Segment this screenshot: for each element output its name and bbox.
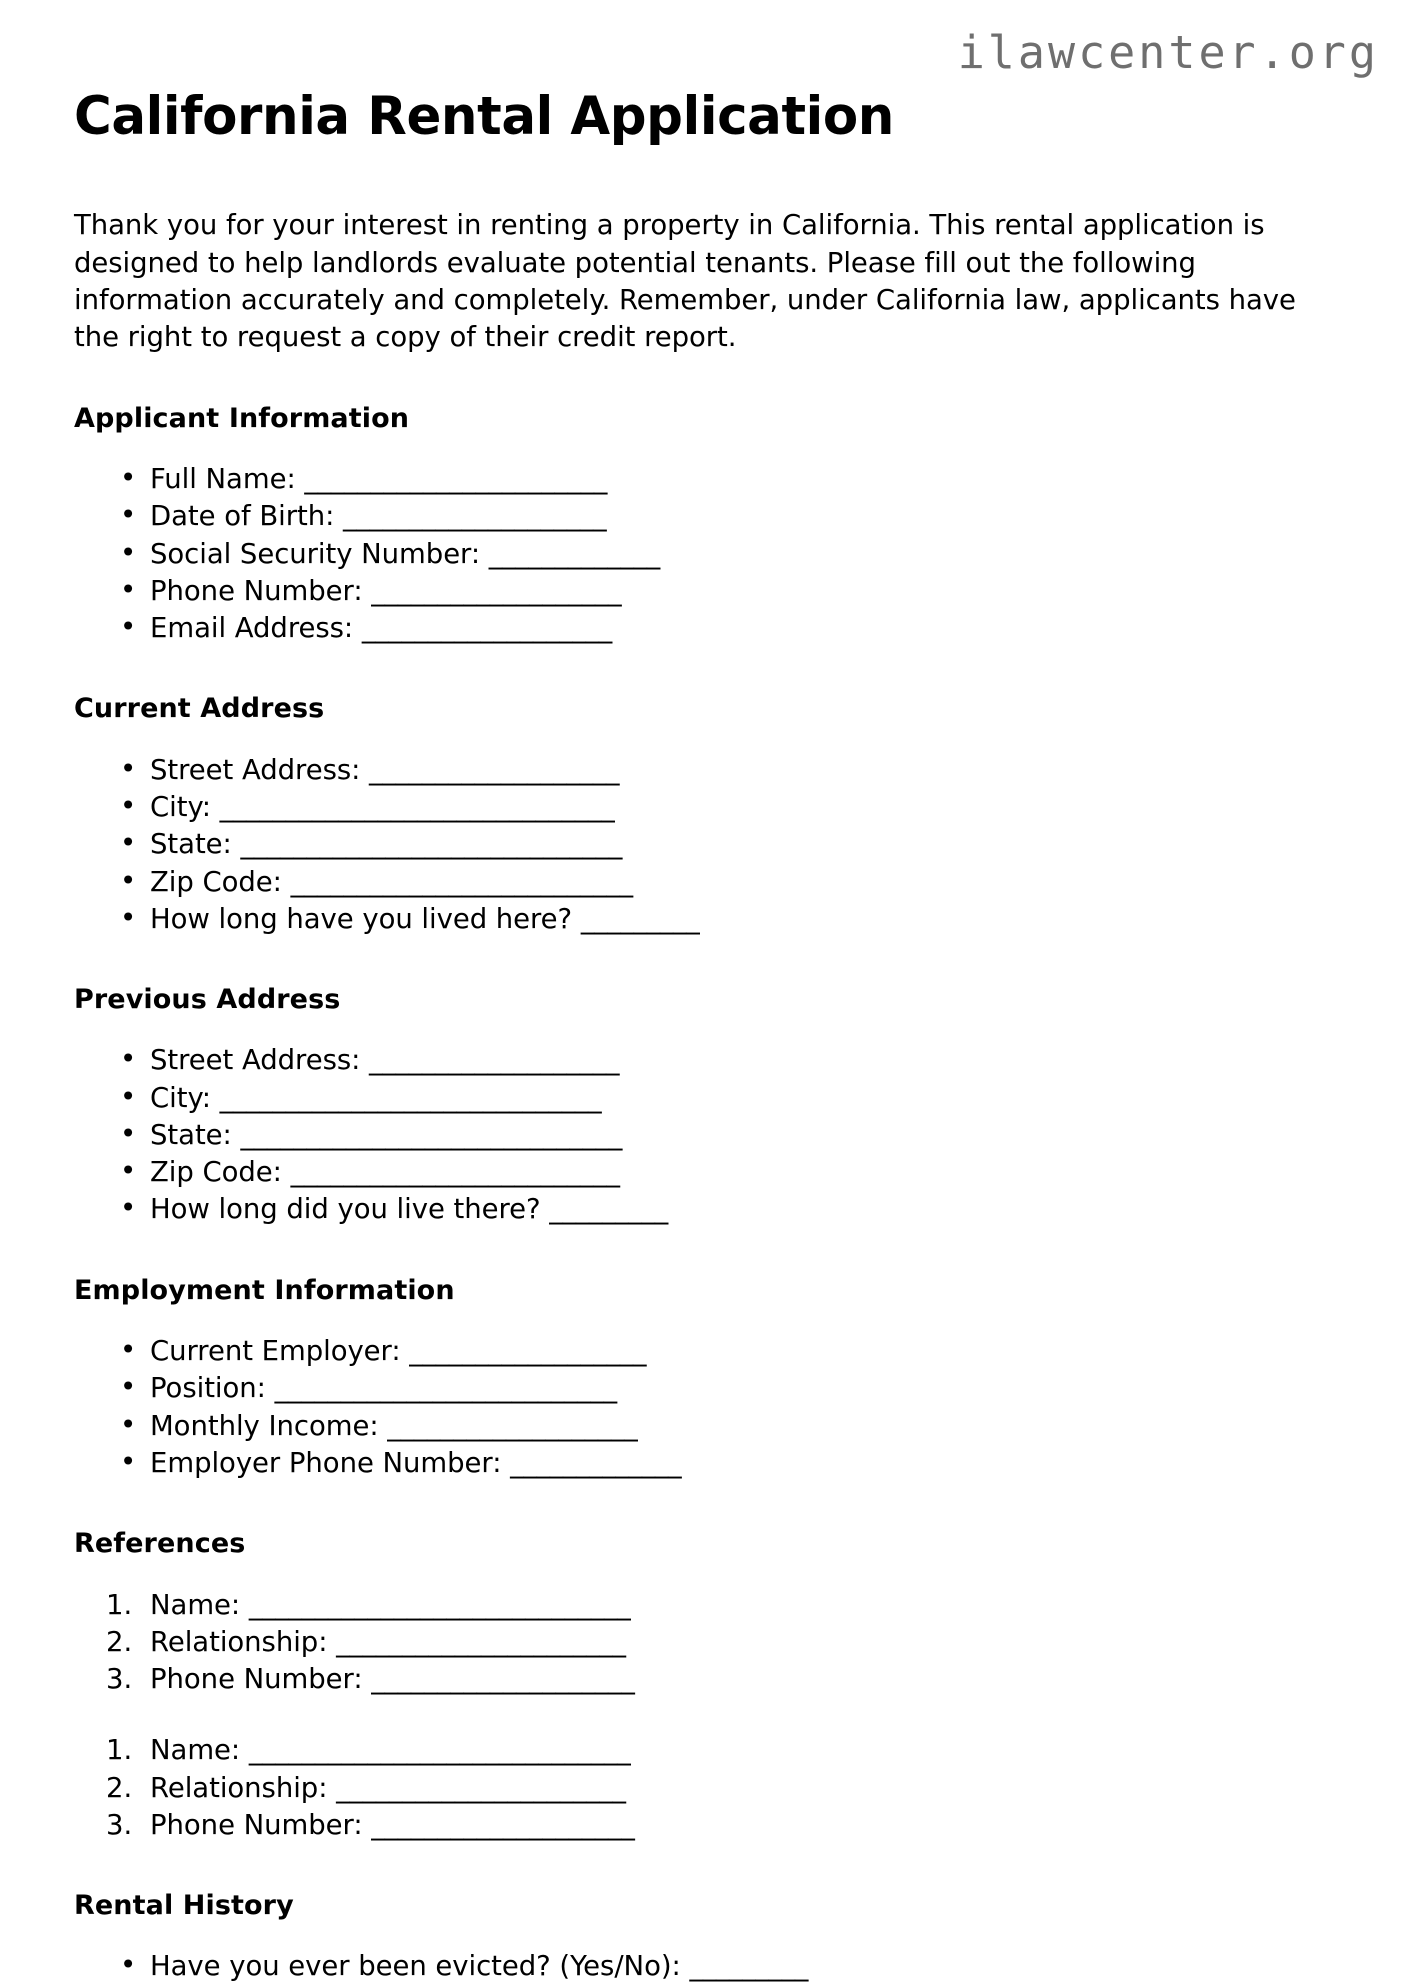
- field-label: City:: [150, 1081, 211, 1114]
- bullet-icon: •: [120, 1445, 137, 1478]
- field-list-applicant-information: [74, 461, 1344, 647]
- bullet-icon: •: [120, 1949, 137, 1982]
- fill-in-blank[interactable]: _________: [689, 1950, 808, 1983]
- bullet-icon: •: [120, 1334, 137, 1367]
- list-item: [120, 1117, 1344, 1154]
- list-item: [120, 610, 1344, 647]
- bullet-icon: •: [120, 827, 137, 860]
- list-item: [106, 1587, 1344, 1624]
- fill-in-blank[interactable]: _____________: [510, 1446, 682, 1479]
- field-label: State:: [150, 828, 232, 861]
- list-item: [120, 1370, 1344, 1407]
- list-item: [120, 1042, 1344, 1079]
- field-label: City:: [150, 791, 211, 824]
- field-label: Have you ever been evicted? (Yes/No):: [150, 1950, 681, 1983]
- section-heading-references: References: [74, 1528, 246, 1560]
- field-label: Social Security Number:: [150, 537, 481, 570]
- list-item: [120, 498, 1344, 535]
- fill-in-blank[interactable]: _____________________________: [248, 1588, 631, 1621]
- reference-group-1: [74, 1587, 1344, 1699]
- fill-in-blank[interactable]: _______________________: [304, 463, 607, 496]
- list-item: [120, 1948, 1344, 1985]
- list-item: [120, 1080, 1344, 1117]
- field-label: Monthly Income:: [150, 1409, 379, 1442]
- list-item: [120, 901, 1344, 938]
- intro-paragraph: Thank you for your interest in renting a property in California. This rental application is designed to help landlords evaluate potential tenants. Please fill out the following information accurately and completely. Remember, under California law, applicants have the right to request a copy of their credit report.: [74, 209, 1296, 354]
- field-list-rental-history: [74, 1948, 1344, 1985]
- fill-in-blank[interactable]: _____________________________: [240, 828, 622, 861]
- bullet-icon: •: [120, 790, 137, 823]
- field-label: Phone Number:: [150, 574, 363, 607]
- list-number: 3.: [106, 1808, 133, 1841]
- field-list-employment-information: [74, 1333, 1344, 1482]
- section-heading-current-address: Current Address: [74, 693, 325, 725]
- list-item: [120, 536, 1344, 573]
- list-number: 1.: [106, 1734, 133, 1767]
- list-number: 1.: [106, 1588, 133, 1621]
- field-label: Date of Birth:: [150, 500, 335, 533]
- list-item: [120, 752, 1344, 789]
- bullet-icon: •: [120, 752, 137, 785]
- list-item: [106, 1661, 1344, 1698]
- list-item: [106, 1807, 1344, 1844]
- bullet-icon: •: [120, 864, 137, 897]
- field-label: Email Address:: [150, 612, 354, 645]
- field-label: Street Address:: [150, 753, 361, 786]
- reference-group-2: [74, 1732, 1344, 1844]
- bullet-icon: •: [120, 1155, 137, 1188]
- section-heading-applicant-information: Applicant Information: [74, 402, 410, 434]
- bullet-icon: •: [120, 1080, 137, 1113]
- fill-in-blank[interactable]: ______________________: [336, 1625, 626, 1658]
- list-item: [120, 1408, 1344, 1445]
- bullet-icon: •: [120, 573, 137, 606]
- list-item: [120, 1333, 1344, 1370]
- bullet-icon: •: [120, 462, 137, 495]
- fill-in-blank[interactable]: ______________________________: [219, 791, 615, 824]
- list-number: 3.: [106, 1663, 133, 1695]
- field-label: Employer Phone Number:: [150, 1446, 502, 1479]
- fill-in-blank[interactable]: ___________________: [369, 753, 619, 786]
- section-heading-rental-history: Rental History: [74, 1890, 294, 1921]
- list-item: [120, 1191, 1344, 1228]
- fill-in-blank[interactable]: ___________________: [369, 1044, 619, 1077]
- fill-in-blank[interactable]: ___________________: [387, 1409, 638, 1442]
- fill-in-blank[interactable]: ____________________: [371, 1663, 635, 1695]
- field-label: Phone Number:: [150, 1663, 363, 1695]
- field-label: Current Employer:: [150, 1335, 401, 1368]
- bullet-icon: •: [120, 1117, 137, 1150]
- list-item: [120, 1445, 1344, 1482]
- field-label: Relationship:: [150, 1771, 328, 1804]
- bullet-icon: •: [120, 536, 137, 569]
- list-item: [120, 789, 1344, 826]
- bullet-icon: •: [120, 611, 137, 644]
- fill-in-blank[interactable]: _____________________________: [219, 1081, 601, 1114]
- bullet-icon: •: [120, 1043, 137, 1076]
- list-item: [120, 573, 1344, 610]
- section-heading-employment-information: Employment Information: [74, 1274, 455, 1306]
- bullet-icon: •: [120, 1408, 137, 1441]
- list-number: 2.: [106, 1771, 133, 1804]
- field-label: Name:: [150, 1588, 241, 1621]
- bullet-icon: •: [120, 499, 137, 532]
- bullet-icon: •: [120, 1192, 137, 1225]
- list-item: [120, 1154, 1344, 1191]
- fill-in-blank[interactable]: ___________________: [361, 612, 612, 645]
- fill-in-blank[interactable]: _________: [549, 1193, 668, 1226]
- section-heading-previous-address: Previous Address: [74, 984, 341, 1016]
- field-label: Name:: [150, 1734, 241, 1767]
- field-label: Street Address:: [150, 1044, 361, 1077]
- field-label: How long did you live there?: [150, 1193, 541, 1226]
- list-item: [120, 826, 1344, 863]
- field-label: How long have you lived here?: [150, 902, 573, 935]
- fill-in-blank[interactable]: _____________________________: [240, 1118, 622, 1151]
- list-item: [106, 1732, 1344, 1769]
- document-body: [74, 88, 1344, 1986]
- field-label: Relationship:: [150, 1625, 328, 1658]
- list-item: [120, 864, 1344, 901]
- field-label: Full Name:: [150, 463, 296, 496]
- fill-in-blank[interactable]: __________________: [409, 1335, 646, 1368]
- fill-in-blank[interactable]: __________________________: [274, 1372, 617, 1405]
- field-list-current-address: [74, 752, 1344, 938]
- field-list-reference-1: [74, 1587, 1344, 1699]
- fill-in-blank[interactable]: ____________________: [343, 500, 607, 533]
- list-item: [106, 1624, 1344, 1661]
- field-label: Position:: [150, 1372, 266, 1405]
- page-title: California Rental Application: [74, 86, 895, 147]
- field-label: Phone Number:: [150, 1808, 363, 1841]
- fill-in-blank[interactable]: _____________: [488, 537, 660, 570]
- field-label: Zip Code:: [150, 1156, 282, 1189]
- list-item: [120, 461, 1344, 498]
- field-list-reference-2: [74, 1732, 1344, 1844]
- fill-in-blank[interactable]: _____________________________: [248, 1734, 631, 1767]
- field-label: State:: [150, 1118, 232, 1151]
- fill-in-blank[interactable]: _________________________: [290, 1156, 620, 1189]
- list-number: 2.: [106, 1625, 133, 1658]
- field-label: Zip Code:: [150, 865, 282, 898]
- field-list-previous-address: [74, 1042, 1344, 1228]
- bullet-icon: •: [120, 1371, 137, 1404]
- list-item: [106, 1770, 1344, 1807]
- fill-in-blank[interactable]: ______________________: [336, 1771, 626, 1804]
- fill-in-blank[interactable]: _________: [580, 902, 700, 935]
- bullet-icon: •: [120, 901, 137, 934]
- fill-in-blank[interactable]: ____________________: [371, 1808, 635, 1841]
- fill-in-blank[interactable]: __________________________: [290, 865, 633, 898]
- site-watermark: ilawcenter.org: [957, 26, 1379, 79]
- fill-in-blank[interactable]: ___________________: [371, 574, 622, 607]
